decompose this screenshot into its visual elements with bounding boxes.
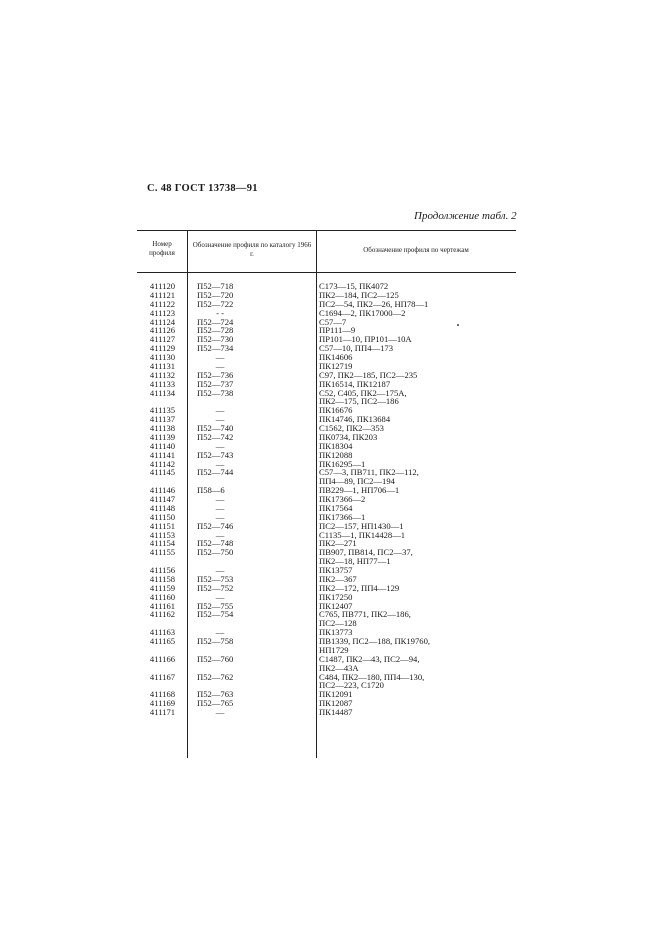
drawing-designation-line: С57—10, ПП4—173 [319, 343, 394, 354]
drawing-designation-line: С1135—1, ПК14428—1 [319, 529, 406, 540]
drawing-designation-line: ПР101—10, ПР101—10А [319, 334, 412, 345]
table-row [0, 637, 661, 655]
drawing-designation [319, 655, 515, 673]
drawing-designation-line: ПК12087 [319, 698, 353, 709]
drawing-designation-line: ПК12091 [319, 689, 353, 700]
catalog-designation: П52—744 [197, 467, 234, 478]
profile-number: 411133 [149, 378, 176, 389]
catalog-designation: П52—746 [197, 520, 234, 531]
drawing-designation [319, 610, 515, 628]
catalog-designation: — [215, 458, 225, 469]
drawing-designation-line: ПК17250 [319, 591, 353, 602]
drawing-designation-line: ПС2—128 [319, 618, 357, 629]
drawing-designation-line: ПК0734, ПК203 [319, 431, 378, 442]
catalog-designation: П52—730 [197, 334, 234, 345]
profile-number: 411140 [149, 440, 176, 451]
column-header-drawings: Обозначение профиля по чертежам [363, 246, 469, 254]
profile-number: 411155 [149, 547, 176, 558]
drawing-designation-line: ПК13773 [319, 627, 353, 638]
drawing-designation-line: ПК12407 [319, 600, 353, 611]
catalog-designation: П52—734 [197, 343, 234, 354]
drawing-designation-line: С57—7 [319, 316, 347, 327]
profile-number: 411142 [149, 458, 176, 469]
profile-number: 411123 [149, 307, 176, 318]
drawing-designation-line: ПК2—367 [319, 573, 357, 584]
catalog-designation: П52—754 [197, 609, 234, 620]
drawing-designation-line: ПК12088 [319, 449, 353, 460]
drawing-designation-line: ПК17366—2 [319, 494, 366, 504]
drawing-designation-line: ПК14487 [319, 707, 353, 717]
catalog-designation: П52—718 [197, 281, 234, 291]
catalog-designation: П52—736 [197, 369, 234, 380]
catalog-designation: П52—760 [197, 653, 234, 664]
profile-number: 411124 [149, 316, 176, 327]
drawing-designation-line: С1487, ПК2—43, ПС2—94, [319, 653, 420, 664]
profile-number: 411137 [149, 414, 176, 425]
profile-number: 411120 [149, 281, 176, 291]
drawing-designation-line: ПК16676 [319, 405, 353, 416]
catalog-designation: — [215, 591, 225, 602]
table-row [0, 655, 661, 673]
catalog-designation: П52—762 [197, 671, 234, 682]
profile-number: 411167 [149, 671, 176, 682]
profile-number: 411127 [149, 334, 176, 345]
catalog-designation: П52—765 [197, 698, 234, 709]
drawing-designation [319, 673, 515, 691]
drawing-designation-line: НП1729 [319, 644, 349, 655]
table-row [0, 708, 661, 717]
drawing-designation-line: С1694—2, ПК17000—2 [319, 307, 406, 318]
profile-number: 411154 [149, 538, 176, 549]
catalog-designation: П52—758 [197, 636, 234, 646]
profile-number: 411139 [149, 431, 176, 442]
drawing-designation-line: С52, С405, ПК2—175А, [319, 387, 407, 398]
drawing-designation-line: ПК14746, ПК13684 [319, 414, 391, 425]
catalog-designation: — [215, 352, 225, 362]
drawing-designation-line: ПК2—184, ПС2—125 [319, 289, 399, 300]
profile-number: 411165 [149, 636, 176, 646]
profile-number: 411131 [149, 360, 176, 371]
catalog-designation: — [215, 414, 225, 425]
drawing-designation-line: С765, ПВ771, ПК2—186, [319, 609, 411, 620]
drawing-designation-line: ПС2—157, НП1430—1 [319, 520, 404, 531]
drawing-designation-line: ПС2—223, С1720 [319, 680, 384, 691]
catalog-designation: П52—737 [197, 378, 234, 389]
drawing-designation [319, 548, 515, 566]
profile-number: 411168 [149, 689, 176, 700]
drawing-designation-line: ПК2—43А [319, 662, 359, 673]
profile-number: 411162 [149, 609, 176, 620]
drawing-designation-line: ПК2—18, НП77—1 [319, 556, 391, 567]
catalog-designation: П52—748 [197, 538, 234, 549]
drawing-designation-line: ПП4—89, ПС2—194 [319, 476, 395, 487]
profile-number: 411135 [149, 405, 176, 416]
catalog-designation: П52—728 [197, 325, 234, 336]
profile-number: 411141 [149, 449, 176, 460]
catalog-designation: — [215, 511, 225, 522]
drawing-designation-line: ПВ907, ПВ814, ПС2—37, [319, 547, 413, 558]
profile-number: 411150 [149, 511, 176, 522]
catalog-designation: П52—722 [197, 298, 234, 309]
drawing-designation-line: ПК16514, ПК12187 [319, 378, 391, 389]
table-header-rule [137, 272, 516, 273]
table-top-rule [137, 230, 516, 231]
catalog-designation: — [215, 707, 225, 717]
profile-number: 411146 [149, 485, 176, 496]
catalog-designation: — [215, 494, 225, 504]
profile-number: 411151 [149, 520, 176, 531]
table-body [0, 282, 661, 717]
drawing-designation-line: ПР111—9 [319, 325, 356, 336]
drawing-designation-line: С484, ПК2—180, ПП4—130, [319, 671, 425, 682]
profile-number: 411171 [149, 707, 176, 717]
drawing-designation-line: ПС2—54, ПК2—26, НП78—1 [319, 298, 429, 309]
catalog-designation: П52—742 [197, 431, 234, 442]
profile-number: 411147 [149, 494, 176, 504]
drawing-designation [319, 708, 515, 717]
profile-number: 411121 [149, 289, 176, 300]
table-row [0, 468, 661, 486]
drawing-designation-line: С97, ПК2—185, ПС2—235 [319, 369, 418, 380]
profile-number: 411161 [149, 600, 176, 611]
catalog-designation: — [215, 529, 225, 540]
profile-number: 411159 [149, 582, 176, 593]
drawing-designation-line: ПК12719 [319, 360, 353, 371]
drawing-designation [319, 637, 515, 655]
catalog-designation: П58—6 [197, 485, 225, 496]
profile-number: 411138 [149, 423, 176, 433]
catalog-designation: П52—724 [197, 316, 234, 327]
drawing-designation-line: ПК16295—1 [319, 458, 366, 469]
catalog-designation: — [215, 440, 225, 451]
drawing-designation-line: ПК2—271 [319, 538, 357, 549]
profile-number: 411129 [149, 343, 176, 354]
table-continuation-label: Продолжение табл. 2 [414, 210, 517, 222]
catalog-designation: — [215, 627, 225, 638]
catalog-designation: П52—753 [197, 573, 234, 584]
profile-number: 411158 [149, 573, 176, 584]
catalog-designation: П52—750 [197, 547, 234, 558]
profile-number: 411160 [149, 591, 176, 602]
table-row [0, 548, 661, 566]
profile-number: 411130 [149, 352, 176, 362]
profile-number: 411122 [149, 298, 176, 309]
table-row [0, 389, 661, 407]
catalog-designation: П52—740 [197, 423, 234, 433]
catalog-designation: П52—763 [197, 689, 234, 700]
drawing-designation-line: ПК13757 [319, 565, 353, 575]
profile-number: 411166 [149, 653, 176, 664]
profile-number: 411132 [149, 369, 176, 380]
catalog-designation: — [215, 360, 225, 371]
table-row [0, 610, 661, 628]
drawing-designation-line: ПК14606 [319, 352, 353, 362]
drawing-designation-line: ПВ229—1, НП706—1 [319, 485, 400, 496]
catalog-designation: П52—720 [197, 289, 234, 300]
catalog-designation: П52—738 [197, 387, 234, 398]
profile-number: 411145 [149, 467, 176, 478]
drawing-designation-line: ПК17366—1 [319, 511, 366, 522]
profile-number: 411126 [149, 325, 176, 336]
drawing-designation [319, 389, 515, 407]
profile-number: 411163 [149, 627, 176, 638]
catalog-designation: П52—752 [197, 582, 234, 593]
catalog-designation: П52—743 [197, 449, 234, 460]
drawing-designation-line: ПК2—175, ПС2—186 [319, 396, 399, 407]
drawing-designation-line: ПВ1339, ПС2—188, ПК19760, [319, 636, 431, 646]
page-header: С. 48 ГОСТ 13738—91 [147, 183, 258, 194]
column-header-catalog: Обозначение профиля по каталогу 1966 г. [192, 241, 312, 258]
profile-number: 411134 [149, 387, 176, 398]
drawing-designation-line: ПК2—172, ПП4—129 [319, 582, 400, 593]
profile-number: 411169 [149, 698, 176, 709]
catalog-designation: — [215, 405, 225, 416]
catalog-designation: — [215, 565, 225, 575]
profile-number: 411156 [149, 565, 176, 575]
catalog-designation: - - [216, 307, 224, 318]
drawing-designation-line: ПК18304 [319, 440, 353, 451]
drawing-designation-line: ПК17564 [319, 502, 353, 513]
column-header-number: Номер профиля [149, 240, 175, 257]
drawing-designation [319, 309, 515, 318]
table-row [0, 673, 661, 691]
drawing-designation-line: С57—3, ПВ711, ПК2—112, [319, 467, 419, 478]
profile-number: 411153 [149, 529, 176, 540]
catalog-designation: — [215, 502, 225, 513]
catalog-designation: П52—755 [197, 600, 234, 611]
profile-number: 411148 [149, 502, 176, 513]
drawing-designation [319, 468, 515, 486]
drawing-designation-line: С173—15, ПК4072 [319, 281, 389, 291]
drawing-designation-line: С1562, ПК2—353 [319, 423, 384, 433]
